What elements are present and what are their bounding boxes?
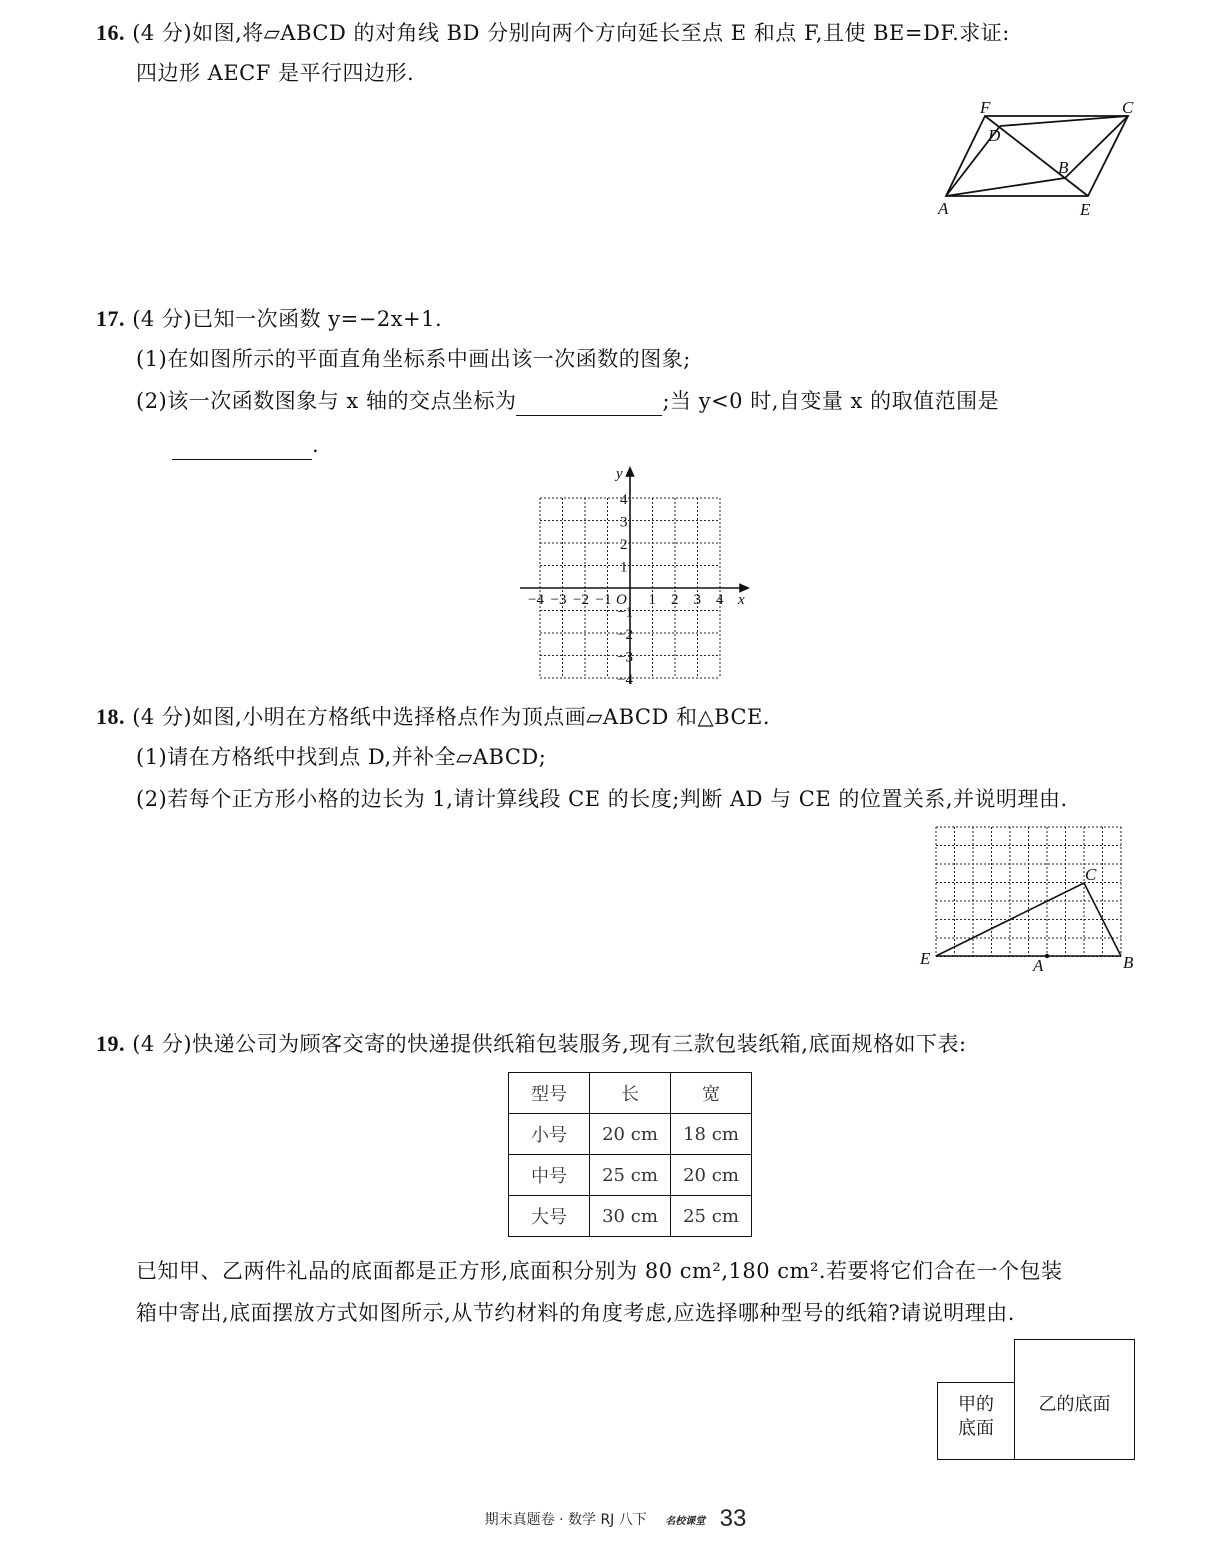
table-cell: 20 cm — [671, 1155, 752, 1196]
q16-line2: 四边形 AECF 是平行四边形. — [136, 61, 415, 85]
box-spec-table — [508, 1072, 752, 1237]
label-C: C — [1085, 865, 1097, 884]
gift-jia-base-square — [937, 1382, 1015, 1460]
gift-yi-base-square — [1014, 1339, 1135, 1460]
q17-number: 17. — [96, 306, 125, 331]
q17-line2: (1)在如图所示的平面直角坐标系中画出该一次函数的图象; — [136, 347, 691, 371]
q19-line2: 已知甲、乙两件礼品的底面都是正方形,底面积分别为 80 cm²,180 cm².若要将它们合在一个包装 — [136, 1259, 1063, 1283]
q19-line1 — [96, 1029, 967, 1059]
q18-number: 18. — [96, 704, 125, 729]
table-row — [509, 1073, 752, 1114]
label-E: E — [920, 949, 931, 968]
x-axis-arrow — [740, 585, 748, 592]
q19-line3: 箱中寄出,底面摆放方式如图所示,从节约材料的角度考虑,应选择哪种型号的纸箱?请说明理由. — [136, 1301, 1015, 1325]
table-cell: 小号 — [509, 1114, 590, 1155]
q17-answer-blank-2[interactable] — [172, 437, 312, 460]
q17-line1 — [96, 304, 442, 334]
q18-line3: (2)若每个正方形小格的边长为 1,请计算线段 CE 的长度;判断 AD 与 CE 的位置关系,并说明理由. — [136, 787, 1068, 811]
q16-number: 16. — [96, 20, 125, 45]
y-tick-label: −2 — [617, 627, 633, 643]
label-E: E — [1080, 200, 1091, 219]
y-tick-label: 3 — [620, 514, 628, 531]
q17-part2-b: ;当 y<0 时,自变量 x 的取值范围是 — [662, 389, 1000, 413]
page-number: 33 — [719, 1505, 747, 1532]
q16-text: (4 分)如图,将▱ABCD 的对角线 BD 分别向两个方向延长至点 E 和点 F,且使 BE=DF.求证: — [132, 21, 1010, 45]
q18-line1 — [96, 702, 770, 732]
label-A: A — [1033, 956, 1044, 975]
x-tick-label: −1 — [595, 592, 612, 608]
table-cell: 大号 — [509, 1196, 590, 1237]
gift-jia-label-line2: 底面 — [958, 1418, 994, 1439]
q17-coordinate-grid — [512, 462, 762, 694]
q17-part2-a: (2)该一次函数图象与 x 轴的交点坐标为 — [136, 389, 517, 413]
segment-AB — [946, 178, 1065, 196]
q18-text: (4 分)如图,小明在方格纸中选择格点作为顶点画▱ABCD 和△BCE. — [132, 705, 771, 729]
x-axis-label: x — [738, 592, 745, 608]
q16-line1 — [96, 18, 1010, 48]
x-tick-label: −4 — [528, 592, 544, 608]
q19-number: 19. — [96, 1031, 125, 1056]
table-cell: 中号 — [509, 1155, 590, 1196]
gift-yi-label: 乙的底面 — [1038, 1394, 1111, 1415]
y-tick-label: −4 — [617, 672, 633, 688]
q17-text: (4 分)已知一次函数 y=−2x+1. — [132, 307, 443, 331]
q18-line2: (1)请在方格纸中找到点 D,并补全▱ABCD; — [136, 745, 547, 769]
q16-parallelogram-figure — [930, 98, 1150, 227]
x-tick-label: 1 — [648, 592, 656, 608]
x-tick-label: 2 — [671, 592, 679, 608]
q17-line4 — [172, 430, 319, 460]
y-tick-label: −3 — [617, 649, 633, 666]
table-cell: 18 cm — [671, 1114, 752, 1155]
q17-answer-blank-1[interactable] — [516, 393, 662, 416]
q17-period: . — [312, 433, 320, 457]
label-B: B — [1123, 953, 1134, 972]
y-axis-label: y — [616, 466, 623, 482]
table-header-cell: 型号 — [509, 1073, 590, 1114]
label-A: A — [938, 199, 949, 218]
y-axis-arrow — [627, 468, 634, 476]
q18-square-grid-figure — [916, 822, 1146, 986]
origin-label: O — [616, 592, 627, 608]
table-cell: 25 cm — [671, 1196, 752, 1237]
table-cell: 30 cm — [590, 1196, 671, 1237]
y-tick-label: 2 — [620, 537, 628, 553]
label-F: F — [980, 98, 991, 117]
segment-DC — [1000, 116, 1128, 126]
table-cell: 25 cm — [590, 1155, 671, 1196]
table-row — [509, 1114, 752, 1155]
point-A — [1045, 954, 1049, 958]
label-C: C — [1122, 98, 1134, 117]
table-header-cell: 宽 — [671, 1073, 752, 1114]
y-tick-label: 4 — [620, 492, 628, 508]
y-tick-label: 1 — [620, 559, 628, 576]
table-cell: 20 cm — [590, 1114, 671, 1155]
q19-text: (4 分)快递公司为顾客交寄的快递提供纸箱包装服务,现有三款包装纸箱,底面规格如下表: — [132, 1032, 967, 1056]
label-D: D — [988, 126, 1001, 145]
brand-logo: 名校课堂 — [665, 1516, 706, 1527]
diagonal-FE — [985, 116, 1088, 196]
footer-text: 期末真题卷 · 数学 RJ 八下 — [484, 1512, 647, 1528]
x-tick-label: 3 — [693, 592, 701, 608]
label-B: B — [1058, 158, 1069, 177]
table-row — [509, 1196, 752, 1237]
gift-jia-label-line1: 甲的 — [958, 1394, 994, 1415]
page-footer — [0, 1505, 1231, 1533]
x-tick-label: −2 — [573, 592, 589, 608]
q17-line3 — [136, 386, 999, 416]
x-tick-label: 4 — [716, 592, 724, 608]
x-tick-label: −3 — [550, 592, 567, 608]
table-row — [509, 1155, 752, 1196]
y-tick-label: −1 — [617, 604, 633, 621]
segment-BC — [1065, 116, 1128, 178]
table-header-cell: 长 — [590, 1073, 671, 1114]
